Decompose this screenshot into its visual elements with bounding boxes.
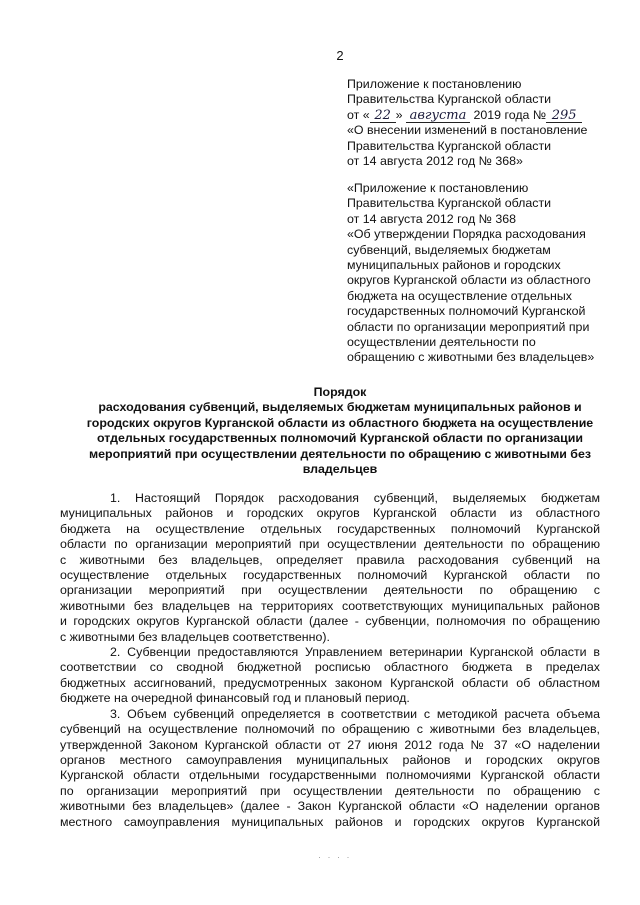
paragraph-line: соответствии со сводной бюджетной росписью областного бюджета в пределах [60, 660, 600, 675]
title-line: городских округов Курганской области из областного бюджета на осуществление [86, 415, 594, 430]
appendix-line: государственных полномочий Курганской [347, 304, 586, 319]
appendix-line: «Приложение к постановлению [347, 181, 529, 195]
appendix-line: обращению с животными без владельцев» [347, 350, 595, 365]
appendix-current-header [347, 77, 617, 169]
handwritten-month: августа [406, 109, 470, 123]
appendix-line: Правительства Курганской области [347, 138, 552, 153]
appendix-line: бюджета на осуществление отдельных [347, 288, 572, 303]
paragraph-line: животными без владельцев» (далее - Закон Курганской области «О наделении органов [60, 799, 600, 814]
paragraph-line: субвенций на осуществление полномочий по обращению с животными без владельцев, [60, 722, 600, 737]
date-year: 2019 года № [473, 107, 547, 122]
title-line: Порядок [313, 385, 367, 399]
paragraph-line: по организации мероприятий при осуществлении деятельности по обращению с [60, 783, 600, 798]
paragraph-line: местного самоуправления муниципальных районов и городских округов Курганской [60, 814, 600, 829]
appendix-line: от 14 августа 2012 год № 368» [347, 154, 523, 169]
appendix-line: Приложение к постановлению [347, 77, 522, 91]
paragraph-3 [60, 707, 600, 830]
date-mid: » [395, 107, 403, 122]
title-line: расходования субвенций, выделяемых бюджетам муниципальных районов и [98, 400, 582, 415]
paragraph-line: бюджете на очередной финансовый год и плановый период. [60, 691, 410, 706]
appendix-date-line [347, 108, 617, 123]
title-line: владельцев [302, 462, 378, 477]
paragraph-line: 1. Настоящий Порядок расходования субвенций, выделяемых бюджетам [110, 491, 600, 505]
paragraph-2 [60, 645, 600, 707]
paragraph-line: утвержденной Законом Курганской области от 27 июня 2012 года № 37 «О наделении [60, 737, 600, 752]
appendix-line: Правительства Курганской области [347, 196, 552, 211]
paragraph-line: муниципальных районов и городских округов Курганской области из областного [60, 506, 600, 521]
date-prefix: от « [347, 107, 370, 122]
title-line: отдельных государственных полномочий Курганской области по организации [96, 431, 583, 446]
page-number: 2 [336, 48, 344, 63]
title-line: мероприятий при осуществлении деятельности по обращению с животными без [89, 446, 591, 461]
document-body [60, 491, 600, 830]
handwritten-day: 22 [370, 109, 396, 123]
scan-artifact-mark: · · · · [318, 852, 352, 862]
paragraph-line: осуществление отдельных государственных полномочий Курганской области по [60, 568, 600, 583]
paragraph-line: органов местного самоуправления муниципальных районов и городских округов [60, 752, 600, 767]
paragraph-line: животными без владельцев на территориях соответствующих муниципальных районов [60, 598, 600, 613]
appendix-line: осуществлении деятельности по [347, 335, 536, 350]
appendix-line: субвенций, выделяемых бюджетам [347, 242, 551, 257]
paragraph-line: Курганской области отдельными государственными полномочиями Курганской области [60, 768, 600, 783]
appendix-line: области по организации мероприятий при [347, 319, 590, 334]
appendix-line: «Об утверждении Порядка расходования [347, 227, 586, 242]
paragraph-line: с животными без владельцев соответственно). [60, 629, 330, 644]
appendix-line: муниципальных районов и городских [347, 258, 561, 273]
paragraph-line: бюджета на осуществление отдельных государственных полномочий Курганской [60, 521, 600, 536]
appendix-line: от 14 августа 2012 год № 368 [347, 211, 517, 226]
paragraph-line: 2. Субвенции предоставляются Управлением ветеринарии Курганской области в [110, 645, 600, 660]
paragraph-line: организации мероприятий при осуществлении деятельности по обращению с [60, 583, 600, 598]
appendix-line: «О внесении изменений в постановление [347, 123, 588, 138]
appendix-line: Правительства Курганской области [347, 92, 552, 107]
paragraph-line: с животными без владельцев, определяет правила расходования субвенций на [60, 552, 600, 567]
document-title [60, 385, 620, 477]
handwritten-number: 295 [546, 109, 582, 123]
appendix-line: округов Курганской области из областного [347, 273, 591, 288]
paragraph-line: 3. Объем субвенций определяется в соответствии с методикой расчета объема [110, 706, 600, 721]
appendix-original-header [347, 181, 617, 366]
paragraph-line: и городских округов Курганской области (далее - субвенции, полномочия по обращению [60, 614, 600, 629]
paragraph-1 [60, 491, 600, 645]
paragraph-line: области по организации мероприятий при осуществлении деятельности по обращению [60, 537, 600, 552]
paragraph-line: бюджетных ассигнований, предусмотренных законом Курганской области об областном [60, 675, 600, 690]
